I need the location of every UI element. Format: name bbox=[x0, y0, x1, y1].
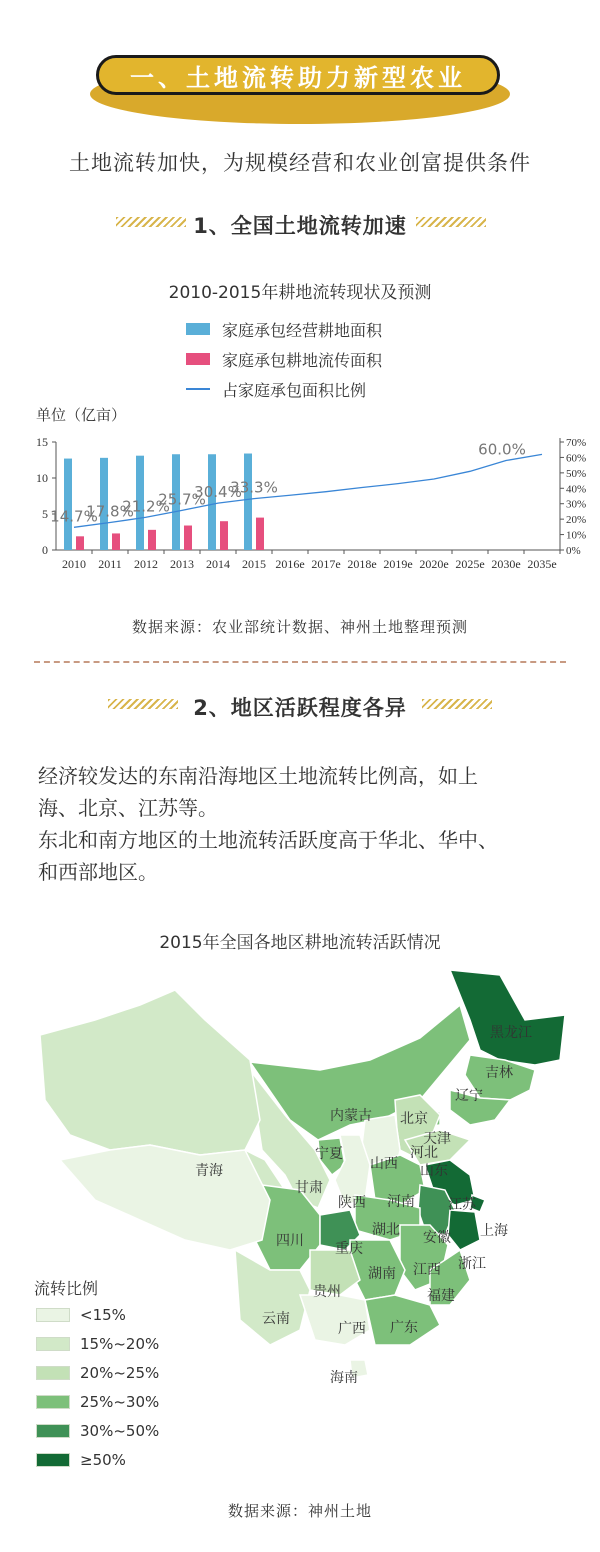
y-right-tick-label: 40% bbox=[566, 483, 587, 496]
map-legend-swatch bbox=[36, 1366, 70, 1380]
chart-source: 数据来源：农业部统计数据、神州土地整理预测 bbox=[131, 618, 468, 636]
x-tick-label: 2012 bbox=[134, 557, 158, 571]
y-right-tick-label: 10% bbox=[566, 529, 587, 542]
legend-item-1 bbox=[186, 348, 382, 370]
ratio-point-label: 30.4% bbox=[194, 483, 242, 502]
legend-swatch-blue bbox=[186, 323, 210, 335]
province-label: 广东 bbox=[390, 1320, 418, 1336]
province-label: 湖北 bbox=[372, 1222, 400, 1238]
province-label: 上海 bbox=[480, 1223, 508, 1239]
province-label: 黑龙江 bbox=[490, 1025, 532, 1041]
map-legend-item bbox=[36, 1422, 159, 1440]
province-label: 辽宁 bbox=[455, 1088, 483, 1104]
province-label: 广西 bbox=[338, 1321, 366, 1337]
map-legend-label: 25%~30% bbox=[80, 1393, 160, 1411]
legend-swatch-pink bbox=[186, 353, 210, 365]
combo-chart bbox=[0, 420, 600, 585]
bar-transfer bbox=[220, 521, 228, 550]
map-title: 2015年全国各地区耕地流转活跃情况 bbox=[159, 933, 441, 953]
map-legend-item bbox=[36, 1451, 126, 1469]
y-left-tick-label: 15 bbox=[36, 435, 48, 449]
map-legend-item bbox=[36, 1364, 159, 1382]
province-label: 江苏 bbox=[448, 1197, 476, 1213]
x-tick-label: 2011 bbox=[98, 557, 122, 571]
y-right-tick-label: 60% bbox=[566, 452, 587, 465]
x-tick-label: 2010 bbox=[62, 557, 86, 571]
x-tick-label: 2014 bbox=[206, 557, 230, 571]
x-tick-label: 2035e bbox=[527, 557, 557, 571]
province-label: 天津 bbox=[423, 1131, 451, 1147]
map-source: 数据来源：神州土地 bbox=[227, 1502, 372, 1520]
map-legend-label: 30%~50% bbox=[80, 1422, 160, 1440]
y-right-tick-label: 30% bbox=[566, 498, 587, 511]
legend-label-2: 占家庭承包面积比例 bbox=[222, 380, 367, 400]
map-legend-swatch bbox=[36, 1308, 70, 1322]
province-label: 四川 bbox=[276, 1233, 304, 1249]
y-right-tick-label: 70% bbox=[566, 437, 587, 449]
y-left-tick-label: 10 bbox=[36, 471, 48, 485]
paragraph-line-2: 海、北京、江苏等。 bbox=[38, 796, 218, 820]
map-legend-label: 20%~25% bbox=[80, 1364, 160, 1382]
map-legend-label: ≥50% bbox=[80, 1451, 126, 1469]
section1-right-stripes bbox=[416, 217, 486, 227]
province-label: 河南 bbox=[387, 1194, 415, 1210]
paragraph-line-3: 东北和南方地区的土地流转活跃度高于华北、华中、 bbox=[38, 828, 498, 852]
bar-area bbox=[64, 459, 72, 550]
chart-title: 2010-2015年耕地流转现状及预测 bbox=[168, 283, 432, 303]
province-label: 河北 bbox=[410, 1145, 438, 1161]
province-label: 重庆 bbox=[335, 1241, 363, 1257]
province-label: 湖南 bbox=[368, 1266, 396, 1282]
map-legend-label: <15% bbox=[80, 1306, 126, 1324]
province-label: 青海 bbox=[195, 1163, 223, 1179]
ratio-point-label: 21.2% bbox=[122, 497, 170, 516]
legend-label-0: 家庭承包经营耕地面积 bbox=[222, 320, 383, 340]
map-legend-item bbox=[36, 1335, 159, 1353]
province-label: 山东 bbox=[420, 1163, 448, 1179]
map-legend-item bbox=[36, 1306, 126, 1324]
y-left-tick-label: 0 bbox=[42, 543, 48, 557]
ratio-line bbox=[74, 454, 542, 527]
province-label: 福建 bbox=[427, 1288, 455, 1304]
banner-title: 一、土地流转助力新型农业 bbox=[96, 55, 500, 95]
map-legend-item bbox=[36, 1393, 159, 1411]
map-legend-label: 15%~20% bbox=[80, 1335, 160, 1353]
legend-item-2 bbox=[186, 378, 366, 400]
paragraph-line-4: 和西部地区。 bbox=[38, 860, 158, 884]
x-tick-label: 2020e bbox=[419, 557, 449, 571]
x-tick-label: 2025e bbox=[455, 557, 485, 571]
province-label: 安徽 bbox=[423, 1230, 451, 1246]
map-legend-swatch bbox=[36, 1337, 70, 1351]
province-label: 海南 bbox=[330, 1370, 358, 1386]
section2-title: 2、地区活跃程度各异 bbox=[193, 696, 407, 720]
province-label: 江西 bbox=[413, 1262, 441, 1278]
paragraph-line-1: 经济较发达的东南沿海地区土地流转比例高，如上 bbox=[38, 764, 478, 788]
section2-right-stripes bbox=[422, 699, 492, 709]
province-label: 山西 bbox=[370, 1156, 398, 1172]
bar-transfer bbox=[76, 536, 84, 550]
ratio-point-label: 33.3% bbox=[230, 478, 278, 497]
y-left-tick-label: 5 bbox=[42, 507, 48, 521]
x-tick-label: 2030e bbox=[491, 557, 521, 571]
x-tick-label: 2015 bbox=[242, 557, 266, 571]
province-label: 贵州 bbox=[313, 1284, 341, 1300]
bar-transfer bbox=[112, 533, 120, 550]
bar-area bbox=[208, 454, 216, 550]
x-tick-label: 2016e bbox=[275, 557, 305, 571]
province-label: 云南 bbox=[262, 1311, 290, 1327]
x-tick-label: 2017e bbox=[311, 557, 341, 571]
y-right-tick-label: 20% bbox=[566, 514, 587, 527]
ratio-point-label: 14.7% bbox=[50, 507, 98, 526]
map-legend-swatch bbox=[36, 1453, 70, 1467]
y-right-tick-label: 50% bbox=[566, 467, 587, 480]
province-label: 宁夏 bbox=[315, 1146, 343, 1162]
bar-transfer bbox=[256, 518, 264, 550]
province-label: 甘肃 bbox=[295, 1180, 323, 1196]
section1-title: 1、全国土地流转加速 bbox=[193, 214, 407, 238]
legend-item-0 bbox=[186, 318, 382, 340]
map-legend-swatch bbox=[36, 1395, 70, 1409]
bar-area bbox=[244, 454, 252, 550]
province-label: 浙江 bbox=[458, 1256, 486, 1272]
ratio-point-label: 25.7% bbox=[158, 490, 206, 509]
x-tick-label: 2019e bbox=[383, 557, 413, 571]
x-tick-label: 2013 bbox=[170, 557, 194, 571]
bar-transfer bbox=[184, 526, 192, 550]
province-label: 吉林 bbox=[485, 1065, 513, 1081]
legend-line-blue bbox=[186, 388, 210, 390]
map-legend-swatch bbox=[36, 1424, 70, 1438]
ratio-point-label: 60.0% bbox=[478, 440, 526, 459]
ratio-point-label: 17.8% bbox=[86, 502, 134, 521]
chart-unit-label: 单位（亿亩） bbox=[36, 406, 127, 424]
headline: 土地流转加快，为规模经营和农业创富提供条件 bbox=[69, 151, 531, 175]
map-legend-title: 流转比例 bbox=[34, 1279, 99, 1298]
bar-transfer bbox=[148, 530, 156, 550]
x-tick-label: 2018e bbox=[347, 557, 377, 571]
y-right-tick-label: 0% bbox=[566, 545, 581, 557]
section-divider bbox=[34, 661, 566, 663]
province-label: 北京 bbox=[400, 1111, 428, 1127]
legend-label-1: 家庭承包耕地流传面积 bbox=[222, 350, 383, 370]
province-label: 陕西 bbox=[338, 1195, 366, 1211]
province-label: 内蒙古 bbox=[330, 1108, 372, 1124]
region-paragraph bbox=[38, 760, 568, 888]
